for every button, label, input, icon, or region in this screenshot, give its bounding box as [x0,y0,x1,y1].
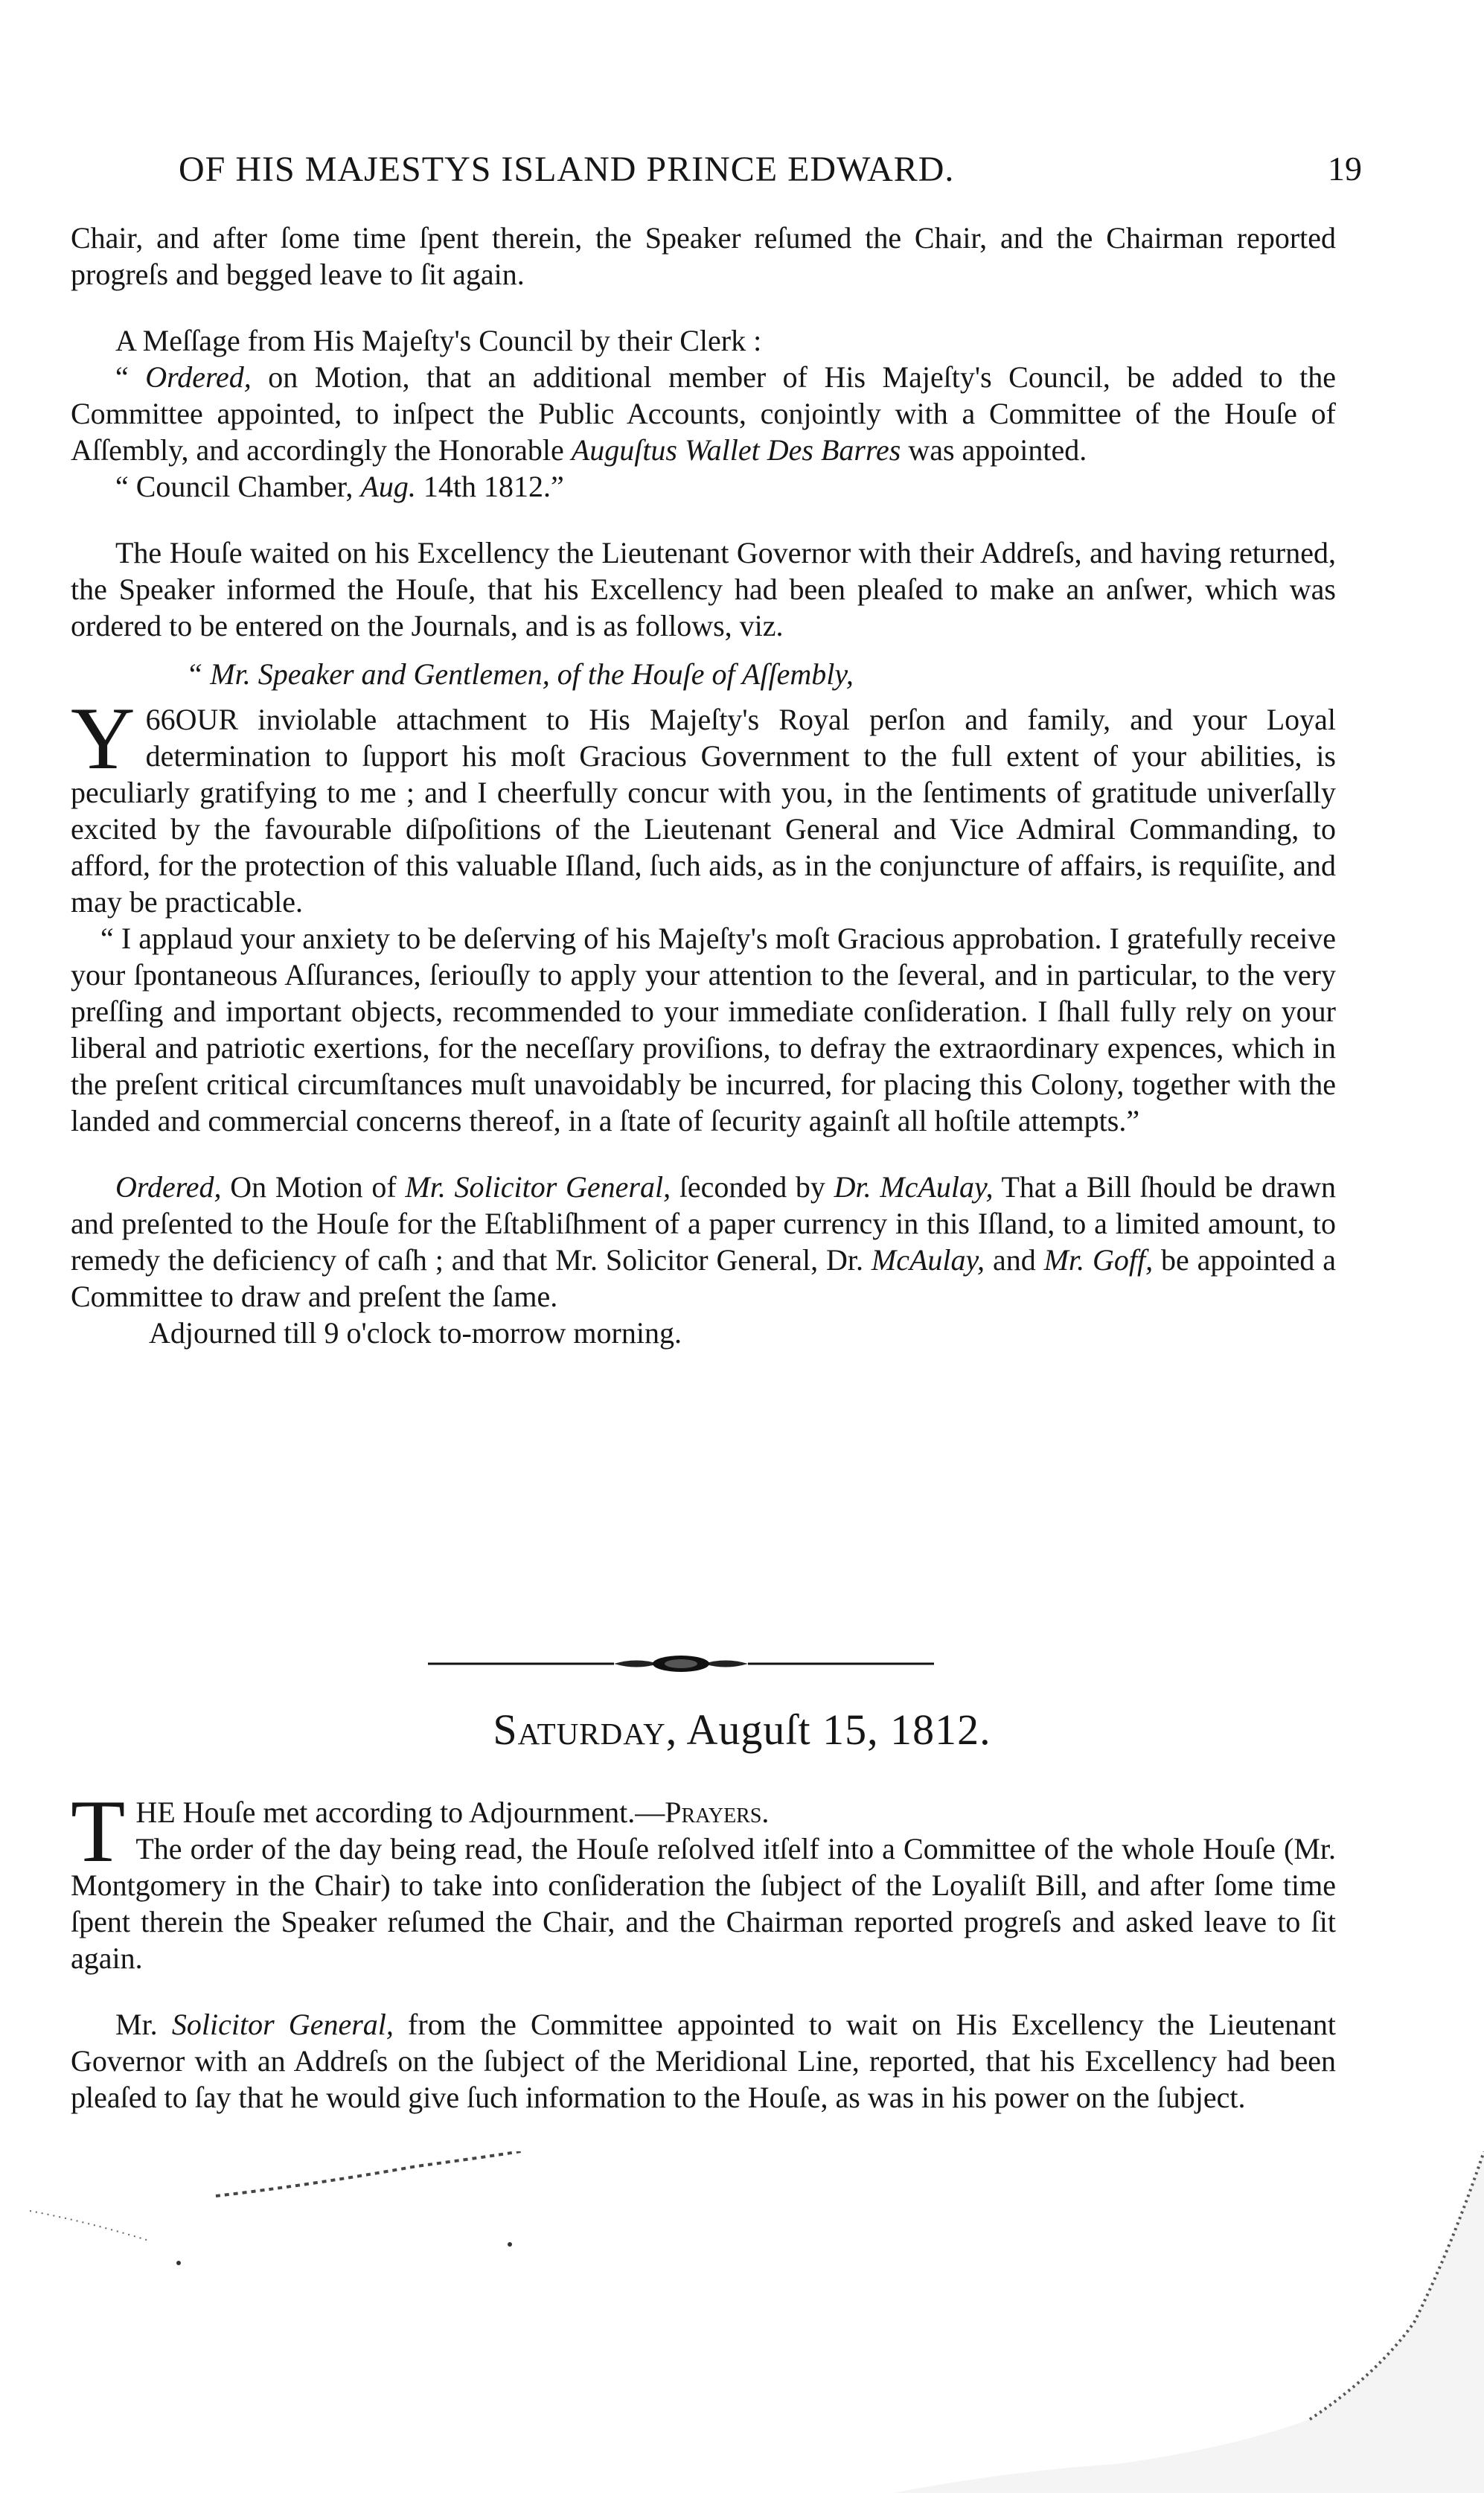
paragraph-address-waited: The Houſe waited on his Excellency the Lieutenant Governor with their Addreſs, and having returned, the Speaker informed the Houſe, that his Excellency had been pleaſed to make an anſwer, which was ordered to be entered on the Journals, and is as follows, viz. [71,536,1336,642]
paragraph-governor-reply [71,689,1336,920]
italic-run: Mr. Goff, [1043,1243,1154,1277]
text-run: and [985,1243,1044,1277]
prayers-label: Prayers. [665,1795,770,1829]
paragraph-adjourned: Adjourned till 9 o'clock to-morrow morning. [149,1316,682,1350]
text-run: HE Houſe met according to Adjournment.— [135,1795,665,1829]
paragraph-order-of-day: The order of the day being read, the Houſe reſolved itſelf into a Committee of the whole Houſe (Mr. Montgomery in the Chair) to take into conſideration the ſubject of the Loyaliſt Bill, and after ſome time ſpent therein the Speaker reſumed the Chair, and the Chairman reported progreſs and asked leave to ſit again. [71,1832,1336,1975]
paragraph-governor-reply-2: “ I applaud your anxiety to be deſerving of his Majeſty's moſt Gracious approbation. I gratefully receive your ſpontaneous Aſſurances, ſeriouſly to apply your attention to the ſeveral, and in particular, to the very preſſing and important objects, recommended to your immediate conſideration. I ſhall fully rely on your liberal and patriotic exertions, for the neceſſary proviſions, to defray the extraordinary expences, which in the preſent critical circumſtances muſt unavoidably be incurred, for placing this Colony, together with the landed and commercial concerns thereof, in a ſtate of ſecurity againſt all hoſtile attempts.” [71,922,1336,1137]
drop-cap-letter: Y [71,689,135,788]
text-run: “ Council Chamber, [115,470,361,503]
italic-run: Ordered, [145,360,252,394]
torn-page-edge [0,2151,1484,2493]
proceedings-text-lower [71,1781,1337,2116]
heading-day: Saturday, [493,1705,678,1754]
text-run: from the Committee appointed to wait on His Excellency the Lieutenant Governor with an Addreſs on the ſubject of the Meridional Line, reported, that his Excellency had been pleaſed to ſay that he would give ſuch information to the Houſe, as was in his power on the ſubject. [71,2008,1337,2114]
opening-quote-mark: 66 [145,703,176,736]
italic-run: Dr. McAulay, [834,1170,994,1204]
italic-run: Aug. [360,470,416,503]
ornamental-divider [428,1654,934,1673]
italic-run: Auguſtus Wallet Des Barres [571,433,901,467]
italic-run: Mr. Solicitor General, [405,1170,671,1204]
paragraph-chair-report: Chair, and after ſome time ſpent therein, the Speaker reſumed the Chair, and the Chairman reported progreſs and begged leave to ſit again. [71,221,1336,291]
salutation: “ Mr. Speaker and Gentlemen, of the Houſe of Aſſembly, [186,657,854,691]
text-run: “ [115,360,146,394]
paragraph-house-met [71,1781,1336,1880]
running-head: OF HIS MAJESTYS ISLAND PRINCE EDWARD. [179,150,955,189]
italic-run: McAulay, [871,1243,985,1277]
proceedings-text-upper [71,220,1336,1351]
text-run: be appointed a Committee to draw and preſent the ſame. [71,1243,1336,1313]
heading-date: Auguſt 15, 1812. [686,1705,991,1754]
text-run: OUR inviolable attachment to His Majeſty's Royal perſon and family, and your Loyal determination to ſupport his moſt Gracious Government to the full extent of your abilities, is peculiarly gratifying to me ; and I cheerfully concur with you, in the ſentiments of gratitude univerſally excited by the favourable diſpoſitions of the Lieutenant General and Vice Admiral Commanding, to afford, for the protection of this valuable Iſland, ſuch aids, as in the conjuncture of affairs, is requiſite, and may be practicable. [71,703,1336,919]
text-run: 14th 1812.” [415,470,564,503]
page-number: 19 [1328,150,1362,188]
italic-run: Ordered, [115,1170,222,1204]
text-run: On Motion of [221,1170,406,1204]
text-run: was appointed. [901,433,1087,467]
text-run: ſeconded by [671,1170,834,1204]
text-run: on Motion, that an additional member of His Majeſty's Council, be added to the Committee appointed, to inſpect the Public Accounts, conjointly with a Committee of the Houſe of Aſſembly, and accordingly the Honorable [71,360,1336,467]
paragraph-ordered-paper-currency [71,1169,1336,1315]
paragraph-message-intro: A Meſſage from His Majeſty's Council by their Clerk : [115,324,762,357]
page-header [141,149,1362,201]
paragraph-council-chamber [71,468,1336,505]
text-run: Mr. [115,2008,172,2041]
paragraph-council-order [71,359,1336,468]
italic-run: Solicitor General, [171,2008,394,2041]
text-run: That a Bill ſhould be drawn and preſented to the Houſe for the Eſtabliſhment of a paper currency in this Iſland, to a limited amount, to remedy the deficiency of caſh ; and that Mr. Solicitor General, Dr. [71,1170,1337,1277]
date-heading [0,1705,1484,1755]
drop-cap-letter: T [71,1781,126,1880]
paragraph-meridional-line [71,2006,1336,2116]
